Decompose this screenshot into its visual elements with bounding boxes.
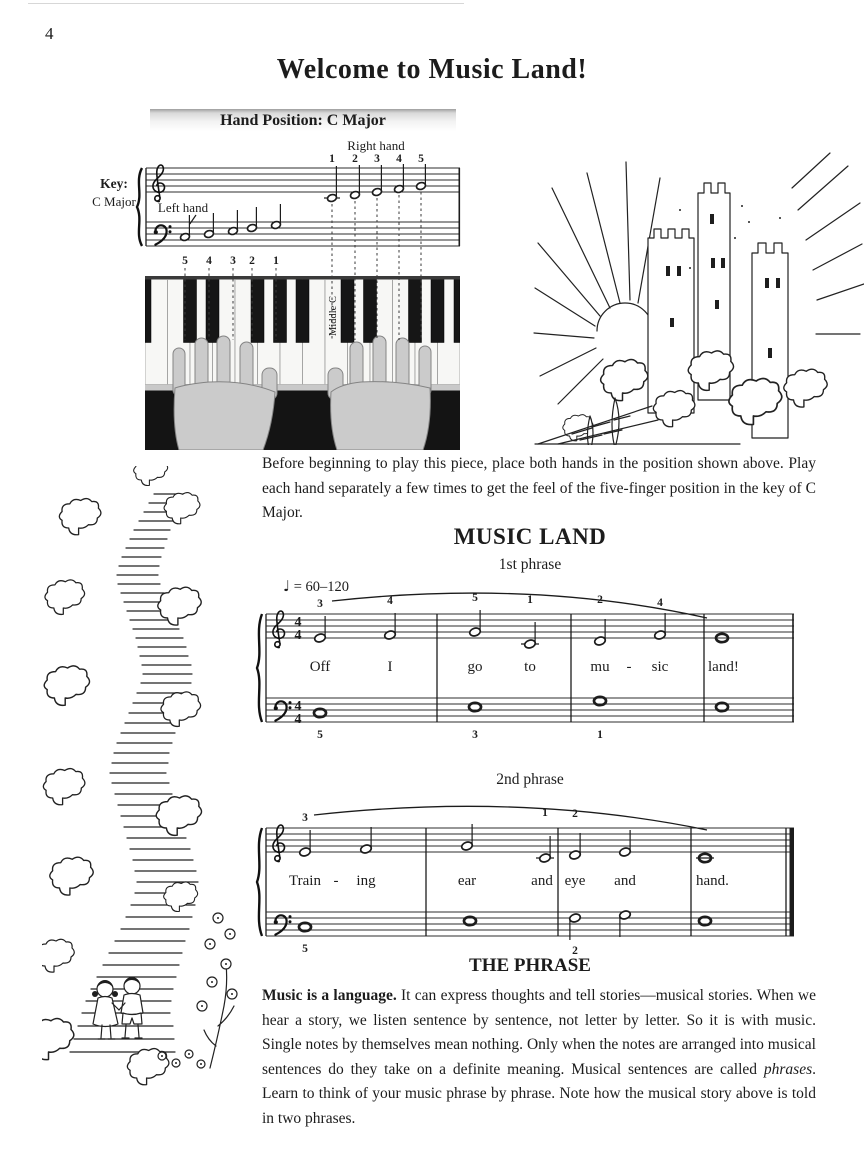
rh-finger: 3 bbox=[302, 812, 308, 824]
rh-finger: 4 bbox=[396, 153, 402, 165]
music-system-2 bbox=[252, 790, 812, 960]
treble-clef-icon bbox=[273, 611, 285, 648]
lyric: sic bbox=[651, 659, 669, 675]
rh-finger: 2 bbox=[572, 808, 578, 820]
treble-clef-icon bbox=[273, 825, 285, 862]
lh-finger: 2 bbox=[249, 255, 255, 267]
lh-finger: 5 bbox=[317, 729, 323, 741]
page-edge-line bbox=[28, 3, 464, 4]
phrase-section-title: THE PHRASE bbox=[469, 955, 591, 976]
page-number: 4 bbox=[45, 24, 54, 43]
rh-finger: 1 bbox=[527, 594, 533, 606]
lyric: land! bbox=[708, 659, 739, 675]
key-label: Key: bbox=[100, 176, 128, 191]
lh-finger: 1 bbox=[273, 255, 279, 267]
phrase2-label: 2nd phrase bbox=[496, 771, 564, 788]
phrases-word: phrases bbox=[763, 1060, 813, 1078]
paragraph-body-1: It can express thoughts and tell stories—musical stories. When we hear a story, we listen sentence by sentence, not letter by letter. So it is with music. Single notes by themselves mean nothing. Only when the notes are arranged into musical sentences do they take on a definite meaning. Musical sentences are called bbox=[262, 987, 817, 1078]
children-figures bbox=[92, 977, 143, 1039]
music-system-1 bbox=[252, 576, 812, 746]
staff-brace bbox=[137, 168, 142, 246]
time-signature: 4 bbox=[294, 628, 302, 643]
time-signature: 4 bbox=[294, 615, 302, 630]
lyric: to bbox=[524, 659, 536, 675]
tempo-text: = 60–120 bbox=[293, 579, 350, 595]
lyric: and bbox=[531, 873, 553, 889]
phrase1-label: 1st phrase bbox=[498, 556, 562, 573]
treble-clef-icon bbox=[153, 165, 165, 202]
key-guide-lines bbox=[185, 192, 421, 340]
boy-figure bbox=[119, 977, 143, 1038]
lyric: Train bbox=[289, 873, 321, 889]
lh-finger: 5 bbox=[302, 943, 308, 955]
lyric: ing bbox=[356, 873, 376, 889]
time-signature: 4 bbox=[294, 699, 302, 714]
intro-paragraph: Before beginning to play this piece, place both hands in the position shown above. Play each hand separately a few times to get the feel of the five-finger position in the key of C Major. bbox=[262, 455, 816, 522]
lyric: - bbox=[333, 873, 339, 889]
middle-c-label: Middle C bbox=[328, 296, 339, 336]
final-barline bbox=[790, 828, 795, 936]
lyric: mu bbox=[590, 659, 610, 675]
rh-finger: 5 bbox=[472, 592, 478, 604]
rh-finger: 2 bbox=[352, 153, 358, 165]
time-signature: 4 bbox=[294, 712, 302, 727]
rh-finger: 2 bbox=[597, 594, 603, 606]
lyric: I bbox=[387, 659, 393, 675]
lyric: Off bbox=[309, 659, 331, 675]
right-hand-label: Right hand bbox=[347, 138, 405, 153]
paragraph-body-2: . Learn to think of your music phrase by phrase. Note how the musical story above is told in two phrases. bbox=[262, 1060, 816, 1127]
lyric: eye bbox=[564, 873, 586, 889]
lh-finger: 2 bbox=[572, 945, 578, 957]
stairway-illustration bbox=[42, 466, 240, 1111]
lyric: ear bbox=[457, 873, 477, 889]
blossom-tree bbox=[197, 913, 237, 1068]
rh-finger: 1 bbox=[329, 153, 335, 165]
lyric: - bbox=[626, 659, 632, 675]
lh-finger: 3 bbox=[230, 255, 236, 267]
lh-finger: 4 bbox=[206, 255, 212, 267]
rh-finger: 3 bbox=[317, 598, 323, 610]
hand-position-diagram bbox=[70, 138, 465, 350]
lh-finger: 3 bbox=[472, 729, 478, 741]
key-value: C Major bbox=[92, 194, 136, 209]
paragraph-lead: Music is a language. bbox=[262, 987, 397, 1004]
hand-position-banner: Hand Position: C Major bbox=[150, 109, 456, 131]
rh-finger: 5 bbox=[418, 153, 424, 165]
lh-finger: 5 bbox=[182, 255, 188, 267]
lyric: go bbox=[467, 659, 483, 675]
left-hand-label: Left hand bbox=[157, 200, 209, 215]
rh-finger: 1 bbox=[542, 807, 548, 819]
quarter-note-icon: ♩ bbox=[283, 577, 291, 595]
castle-illustration bbox=[530, 148, 864, 445]
lyric: hand. bbox=[696, 873, 729, 889]
lyric: and bbox=[614, 873, 636, 889]
page-title: Welcome to Music Land! bbox=[276, 54, 588, 85]
song-title: MUSIC LAND bbox=[453, 524, 607, 549]
lh-finger: 1 bbox=[597, 729, 603, 741]
phrase-section-paragraph bbox=[262, 984, 816, 1132]
rh-finger: 4 bbox=[387, 595, 393, 607]
rh-finger: 4 bbox=[657, 597, 663, 609]
rh-finger: 3 bbox=[374, 153, 380, 165]
